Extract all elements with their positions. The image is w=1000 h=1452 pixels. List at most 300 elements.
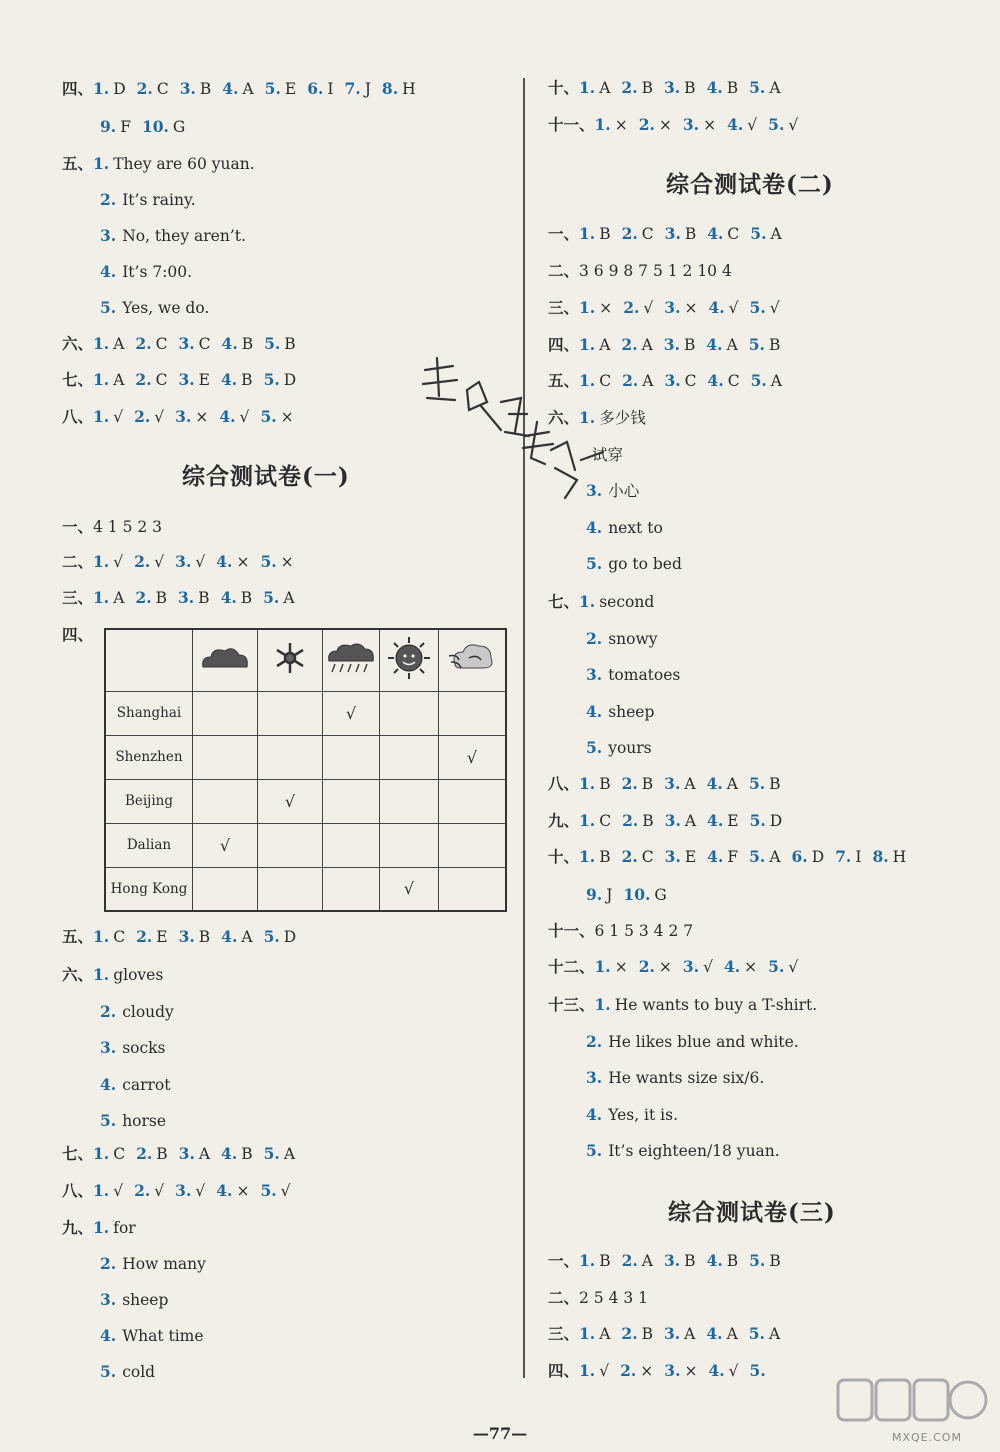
answer-row (62, 1143, 306, 1165)
answer-row (100, 1325, 204, 1347)
item-answer: √ (113, 1182, 124, 1200)
item-number: 4. (707, 371, 724, 390)
answer-row (62, 964, 174, 986)
item-answer: √ (728, 299, 739, 317)
item-number: 5. (748, 774, 766, 793)
item-answer: A (684, 775, 696, 793)
section-label: 四、 (548, 1361, 580, 1380)
item-answer: A (726, 775, 738, 793)
answer-row (548, 223, 793, 245)
answer-item (707, 848, 738, 866)
item-answer: √ (113, 553, 124, 571)
item-number: 2. (621, 1251, 638, 1270)
answer-item (623, 299, 653, 317)
item-number: 1. (579, 1361, 596, 1380)
section-label: 十二、 (548, 957, 595, 976)
answer-item (93, 553, 123, 571)
table-row (105, 823, 506, 867)
item-answer: B (198, 928, 211, 946)
item-answer: B (684, 225, 697, 243)
item-answer: √ (195, 1182, 206, 1200)
answer-item (751, 372, 782, 390)
answer-item (345, 80, 371, 98)
answer-item (136, 1145, 168, 1163)
answer-row (586, 1031, 799, 1053)
answer-row (548, 1287, 648, 1309)
answer-sequence: 6 1 5 3 4 2 7 (594, 922, 694, 940)
item-answer: C (156, 80, 169, 98)
section-label: 二、 (548, 1288, 580, 1307)
item-number: 5. (749, 298, 766, 317)
answer-row (586, 884, 678, 906)
item-number: 5. (749, 847, 766, 866)
answer-item (749, 1325, 780, 1343)
section-label: 十一、 (548, 921, 595, 940)
city-name: Hong Kong (105, 867, 193, 911)
item-number: 3. (177, 588, 195, 607)
item-number: 5. (768, 957, 785, 976)
answer-item (595, 116, 628, 134)
item-number: 2. (136, 1144, 153, 1163)
item-answer: √ (747, 116, 758, 134)
answer-sequence: 4 1 5 2 3 (93, 518, 163, 536)
item-number: 3. (663, 335, 680, 354)
item-number: 1. (579, 298, 596, 317)
answer-item (93, 1182, 123, 1200)
answer-item (683, 116, 716, 134)
page-number: —77— (472, 1424, 528, 1443)
check-cell (439, 867, 507, 911)
section-label: 五、 (548, 371, 580, 390)
item-number: 4. (221, 927, 238, 946)
answer-item (749, 79, 780, 97)
answer-row (548, 773, 792, 795)
item-answer: Yes, we do. (122, 299, 210, 317)
item-answer: E (284, 80, 297, 98)
rainy-icon (323, 629, 380, 691)
item-answer: C (727, 225, 740, 243)
answer-item (622, 225, 654, 243)
answer-row (62, 406, 305, 428)
item-answer: B (684, 79, 696, 97)
answer-row (548, 846, 917, 868)
answer-item (579, 593, 654, 611)
answer-row (586, 1140, 780, 1162)
item-answer: B (768, 336, 781, 354)
answer-item (639, 116, 672, 134)
answer-item (595, 996, 818, 1014)
table-row (105, 735, 506, 779)
item-number: 1. (579, 811, 596, 830)
answer-row (100, 1037, 166, 1059)
item-number: 4. (708, 1361, 725, 1380)
item-number: 6. (791, 847, 808, 866)
answer-item (93, 966, 163, 984)
snowy-icon (258, 629, 323, 691)
answer-item (622, 1252, 653, 1270)
item-number: 1. (579, 1251, 596, 1270)
item-number: 5. (768, 115, 785, 134)
check-cell (258, 867, 323, 911)
item-answer: Yes, it is. (608, 1105, 679, 1124)
item-number: 5. (100, 1362, 117, 1381)
item-number: 1. (579, 224, 596, 243)
item-number: 1. (579, 371, 596, 390)
item-answer: A (684, 812, 697, 830)
answer-item (749, 1252, 781, 1270)
answer-item (178, 335, 210, 353)
item-answer: B (241, 335, 254, 353)
item-answer: A (769, 79, 781, 97)
table-corner-cell (105, 629, 193, 691)
answer-row (100, 225, 246, 247)
answer-row (586, 628, 657, 650)
item-number: 4. (707, 811, 724, 830)
item-answer: B (684, 1252, 696, 1270)
item-number: 2. (621, 1324, 638, 1343)
answer-item (749, 775, 781, 793)
section-label: 九、 (548, 811, 580, 830)
item-answer: 多少钱 (599, 409, 646, 427)
item-answer: He likes blue and white. (608, 1032, 799, 1051)
answer-item (579, 848, 611, 866)
item-number: 3. (664, 774, 681, 793)
item-answer: A (241, 928, 253, 946)
check-cell (380, 735, 439, 779)
item-answer: B (769, 1252, 781, 1270)
answer-item (93, 155, 255, 173)
item-answer: A (113, 589, 125, 607)
item-number: 5. (586, 554, 603, 573)
item-answer: C (727, 372, 740, 390)
item-answer: sheep (122, 1291, 169, 1309)
answer-item (707, 1252, 739, 1270)
item-number: 3. (100, 1038, 117, 1057)
sunny-icon (380, 629, 439, 691)
item-number: 1. (594, 957, 611, 976)
item-answer: × (599, 299, 613, 317)
answer-item (664, 372, 696, 390)
check-cell (439, 779, 507, 823)
item-number: 1. (93, 154, 110, 173)
answer-row (100, 1289, 168, 1311)
item-answer: He wants size six/6. (608, 1069, 765, 1087)
answer-item (664, 1252, 696, 1270)
answer-item (724, 958, 757, 976)
item-number: 2. (135, 588, 152, 607)
answer-row (548, 114, 809, 136)
item-number: 4. (706, 1251, 723, 1270)
item-answer: C (684, 372, 697, 390)
item-answer: × (684, 1362, 698, 1380)
item-answer: B (241, 371, 253, 389)
item-number: 8. (872, 847, 889, 866)
item-number: 5. (264, 334, 281, 353)
item-number: 1. (93, 1144, 110, 1163)
section-label: 十、 (548, 847, 580, 866)
item-answer: A (599, 1325, 611, 1343)
item-number: 5. (263, 927, 280, 946)
item-number: 4. (586, 517, 603, 537)
answer-item (621, 1325, 653, 1343)
answer-item (750, 812, 783, 830)
item-answer: A (283, 1145, 296, 1163)
item-answer: They are 60 yuan. (113, 155, 255, 173)
item-number: 2. (621, 774, 638, 793)
item-number: 2. (620, 1361, 637, 1380)
item-number: 5. (263, 1144, 280, 1163)
table-row (105, 867, 506, 911)
answer-item (93, 371, 124, 389)
item-number: 2. (100, 1254, 117, 1273)
answer-item (222, 80, 253, 98)
answer-item (595, 958, 628, 976)
item-answer: A (283, 589, 295, 607)
item-number: 4. (100, 1074, 117, 1094)
item-answer: horse (122, 1112, 167, 1130)
answer-item (665, 225, 697, 243)
item-answer: H (402, 80, 416, 98)
item-number: 7. (835, 847, 852, 866)
item-answer: B (155, 589, 167, 607)
item-answer: √ (788, 116, 799, 134)
item-number: 3. (663, 1324, 681, 1343)
answer-item (93, 80, 126, 98)
answer-item (221, 1145, 253, 1163)
answer-item (264, 371, 297, 389)
answer-row (548, 810, 793, 832)
answer-item (142, 118, 185, 136)
section-label: 一、 (548, 1251, 580, 1270)
answer-row (62, 1217, 147, 1239)
item-answer: × (280, 408, 294, 426)
item-number: 5. (586, 1141, 603, 1160)
item-answer: × (614, 958, 628, 976)
item-number: 3. (179, 79, 196, 98)
section-label: 一、 (62, 517, 94, 536)
item-number: 4. (706, 1324, 723, 1343)
answer-row (62, 78, 427, 100)
item-answer: √ (703, 958, 713, 976)
item-number: 10. (141, 117, 169, 136)
item-answer: A (641, 1252, 653, 1270)
item-answer: D (811, 848, 825, 866)
city-name: Beijing (105, 779, 193, 823)
answer-row (100, 189, 196, 211)
item-answer: × (236, 553, 250, 571)
item-answer: D (769, 812, 783, 830)
item-answer: B (156, 1145, 168, 1163)
item-answer: J (364, 80, 371, 98)
section-label: 一、 (548, 224, 580, 243)
item-answer: 小心 (608, 482, 640, 500)
cloudy-icon (193, 629, 258, 691)
item-answer: B (599, 1252, 611, 1270)
answer-row (548, 994, 828, 1016)
section-label: 八、 (548, 774, 580, 793)
answer-item (664, 79, 696, 97)
item-answer: It’s rainy. (122, 191, 196, 209)
item-number: 3. (682, 115, 700, 134)
answer-item (175, 408, 208, 426)
item-answer: A (726, 1325, 738, 1343)
item-answer: √ (643, 299, 654, 317)
answer-item (307, 80, 333, 98)
answer-row (548, 591, 665, 613)
answer-row (100, 1361, 155, 1383)
answer-item (708, 299, 738, 317)
item-answer: B (641, 79, 653, 97)
item-number: 8. (381, 79, 399, 98)
item-answer: C (599, 372, 612, 390)
answer-item (727, 116, 757, 134)
item-answer: × (658, 958, 672, 976)
item-number: 1. (93, 927, 110, 946)
item-number: 1. (594, 995, 611, 1014)
item-answer: √ (239, 408, 250, 426)
section-label: 四、 (548, 335, 580, 354)
section-label: 六、 (62, 334, 94, 353)
item-number: 1. (93, 334, 110, 353)
item-number: 3. (664, 224, 681, 243)
item-answer: C (155, 371, 168, 389)
item-answer: √ (280, 1182, 291, 1200)
item-number: 5. (260, 1181, 277, 1200)
item-answer: A (726, 336, 738, 354)
answer-item (265, 80, 297, 98)
check-cell (380, 691, 439, 735)
answer-item (135, 589, 167, 607)
item-answer: B (199, 80, 212, 98)
item-answer: B (599, 775, 611, 793)
item-number: 2. (638, 957, 655, 976)
item-number: 1. (93, 1181, 110, 1200)
item-number: 3. (586, 665, 603, 684)
item-answer: √ (154, 553, 165, 571)
item-answer: B (241, 1145, 253, 1163)
item-number: 2. (622, 811, 639, 830)
answer-sequence: 2 5 4 3 1 (579, 1289, 649, 1307)
item-answer: A (599, 336, 611, 354)
answer-row (62, 624, 93, 646)
answer-row (548, 297, 791, 319)
check-cell (258, 735, 323, 779)
item-answer: How many (122, 1255, 206, 1273)
answer-row (62, 153, 266, 175)
check-cell: √ (380, 867, 439, 911)
answer-row (548, 956, 809, 978)
item-number: 5. (264, 79, 281, 98)
item-number: 3. (664, 298, 681, 317)
item-number: 3. (178, 1144, 195, 1163)
answer-item (216, 1182, 249, 1200)
item-answer: E (198, 371, 210, 389)
item-answer: 试穿 (592, 445, 624, 464)
item-answer: E (684, 848, 697, 866)
item-answer: C (599, 812, 612, 830)
item-number: 3. (175, 552, 192, 571)
item-answer: He wants to buy a T-shirt. (614, 996, 818, 1014)
item-answer: B (642, 812, 654, 830)
item-number: 1. (93, 79, 110, 98)
windy-icon (439, 629, 507, 691)
item-answer: F (727, 848, 739, 866)
watermark-text: MXQE.COM (892, 1431, 962, 1444)
check-cell (193, 867, 258, 911)
answer-item (579, 775, 611, 793)
item-number: 4. (727, 115, 744, 134)
item-answer: B (641, 1325, 653, 1343)
section-heading: 综合测试卷(一) (182, 463, 350, 490)
answer-row (586, 664, 680, 686)
item-answer: E (727, 812, 739, 830)
item-answer: √ (195, 553, 206, 571)
item-number: 2. (135, 334, 152, 353)
section-label: 七、 (548, 592, 580, 611)
item-answer: √ (599, 1362, 610, 1380)
answer-item (707, 225, 739, 243)
item-number: 1. (93, 965, 110, 984)
answer-item (179, 928, 211, 946)
item-answer: C (113, 1145, 126, 1163)
answer-item (639, 958, 672, 976)
item-answer: No, they aren’t. (122, 227, 246, 245)
answer-item (708, 372, 740, 390)
answer-row (100, 1001, 174, 1023)
item-answer: second (599, 593, 655, 611)
item-number: 5. (750, 371, 767, 390)
item-number: 3. (100, 226, 117, 245)
answer-item (178, 589, 210, 607)
item-number: 3. (664, 811, 681, 830)
check-cell: √ (323, 691, 380, 735)
answer-row (100, 261, 192, 283)
answer-item (708, 1362, 738, 1380)
item-number: 3. (682, 957, 700, 976)
answer-item (665, 848, 697, 866)
weather-table (104, 628, 507, 912)
item-number: 5. (263, 370, 280, 389)
section-label: 四、 (62, 625, 94, 644)
answer-item (135, 335, 167, 353)
answer-item (620, 1362, 653, 1380)
answer-row (586, 737, 652, 759)
answer-item (749, 336, 781, 354)
city-name: Shenzhen (105, 735, 193, 779)
item-answer: × (280, 553, 294, 571)
answer-item (264, 1145, 295, 1163)
answer-row (62, 516, 162, 538)
check-cell (193, 691, 258, 735)
item-answer: × (658, 116, 672, 134)
item-number: 2. (134, 552, 151, 571)
item-number: 2. (622, 371, 639, 390)
item-number: 1. (594, 115, 611, 134)
item-answer: carrot (122, 1075, 171, 1094)
item-answer: G (172, 118, 186, 136)
item-answer: E (156, 928, 168, 946)
answer-item (93, 335, 124, 353)
item-number: 4. (586, 701, 603, 721)
item-answer: √ (154, 1182, 165, 1200)
answer-row (100, 1074, 171, 1096)
answer-row (62, 551, 305, 573)
answer-item (579, 299, 612, 317)
item-number: 5. (260, 407, 277, 426)
answer-row (586, 1104, 678, 1126)
answer-row (100, 116, 196, 138)
item-number: 5. (100, 1111, 117, 1130)
